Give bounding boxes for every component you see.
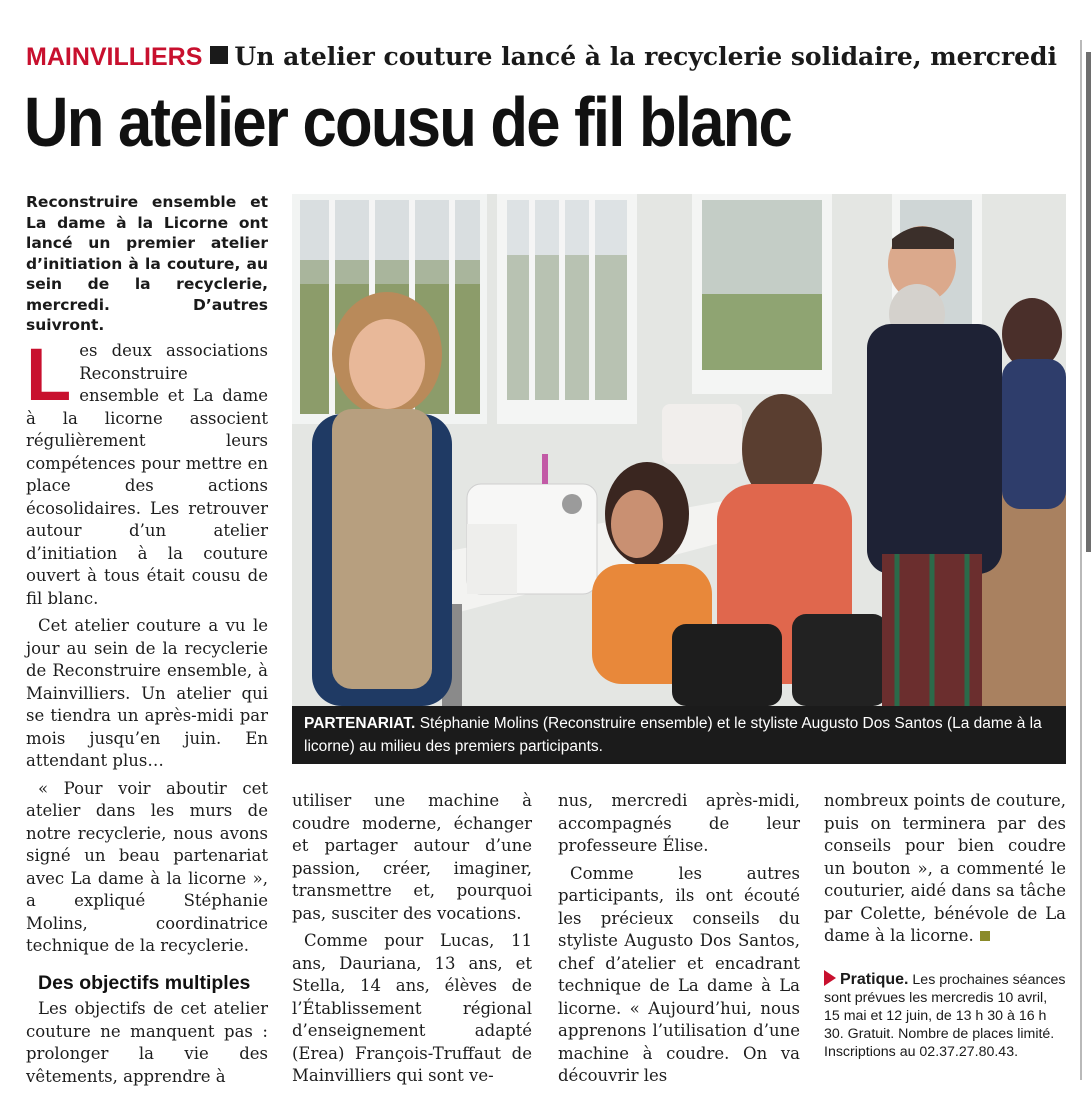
practical-info (824, 970, 1066, 1061)
end-square-icon (980, 931, 990, 941)
body-column-3 (558, 790, 800, 1093)
kicker-text: Un atelier couture lancé à la recyclerie solidaire, mercredi (234, 42, 1058, 71)
paragraph-8: Comme les autres participants, ils ont écouté les précieux conseils du styliste Augusto Dos Santos, chef d’atelier et encadrant technique de La dame à La licorne. « Aujourd’hui, nous apprenons l’utilisation d’une machine à coudre. On va découvrir les (558, 863, 800, 1085)
page-edge-rule (1080, 40, 1082, 1080)
article-photo (292, 194, 1066, 706)
paragraph-2: Cet atelier couture a vu le jour au sein de la recyclerie de Reconstruire ensemble, à Mainvilliers. Un atelier qui se tiendra un après-midi par mois jusqu’en juin. En attendant plus… (26, 616, 268, 770)
dropcap: L (26, 333, 72, 416)
body-column-2 (292, 790, 532, 1093)
headline: Un atelier cousu de fil blanc (24, 83, 792, 161)
photo-caption (292, 706, 1066, 764)
photo-illustration (292, 194, 1066, 706)
paragraph-1-text: es deux associations Reconstruire ensemble et La dame à la licorne associent régulièrement leurs compétences pour mettre en place des actions écosolidaires. Les retrouver autour d’un atelier d’initiation à la couture ouvert à tous était cousu de fil blanc. (26, 341, 268, 608)
kicker-town: MAINVILLIERS (26, 43, 203, 71)
paragraph-4: Les objectifs de cet atelier couture ne manquent pas : prolonger la vie des vêtements, apprendre à (26, 999, 268, 1086)
paragraph-3: « Pour voir aboutir cet atelier dans les murs de notre recyclerie, nous avons signé un beau partenariat avec La dame à la licorne », a expliqué Stéphanie Molins, coordinatrice technique de la recyclerie. (26, 778, 268, 955)
caption-text: Stéphanie Molins (Reconstruire ensemble) et le styliste Augusto Dos Santos (La dame à la licorne) au milieu des premiers participants. (304, 715, 1042, 755)
practical-text: Les prochaines séances sont prévues les mercredis 10 avril, 15 mai et 12 juin, de 13 h 30 à 16 h 30. Gratuit. Nombre de places limité. Inscriptions au 02.37.27.80.43. (824, 971, 1066, 1060)
paragraph-1 (26, 333, 268, 610)
arrow-right-icon (824, 970, 836, 986)
paragraph-9 (824, 790, 1066, 948)
paragraph-9-text: nombreux points de couture, puis on terminera par des conseils pour bien coudre un bouton », a commenté le couturier, aidé dans sa tâche par Colette, bénévole de La dame à la licorne. (824, 791, 1066, 945)
lead-paragraph: Reconstruire ensemble et La dame à la Licorne ont lancé un premier atelier d’initiation à la couture, au sein de la recyclerie, mercredi. D’autres suivront. (26, 193, 268, 334)
caption-label: PARTENARIAT. (304, 715, 416, 732)
paragraph-7: nus, mercredi après-midi, accompagnés de leur professeure Élise. (558, 791, 800, 855)
body-column-4 (824, 790, 1066, 1061)
kicker-square-icon (210, 46, 228, 64)
practical-label: Pratique. (840, 970, 909, 988)
paragraph-5: utiliser une machine à coudre moderne, échanger et partager autour d’une passion, créer, imaginer, transmettre et, pourquoi pas, susciter des vocations. (292, 791, 532, 923)
body-column-1 (26, 333, 268, 1093)
page-edge-shadow (1086, 52, 1091, 552)
subheading: Des objectifs multiples (38, 971, 251, 994)
kicker (26, 42, 1057, 76)
paragraph-6: Comme pour Lucas, 11 ans, Dauriana, 13 ans, et Stella, 14 ans, élèves de l’Établissement régional d’enseignement adapté (Erea) François-Truffaut de Mainvilliers qui sont ve- (292, 931, 532, 1085)
